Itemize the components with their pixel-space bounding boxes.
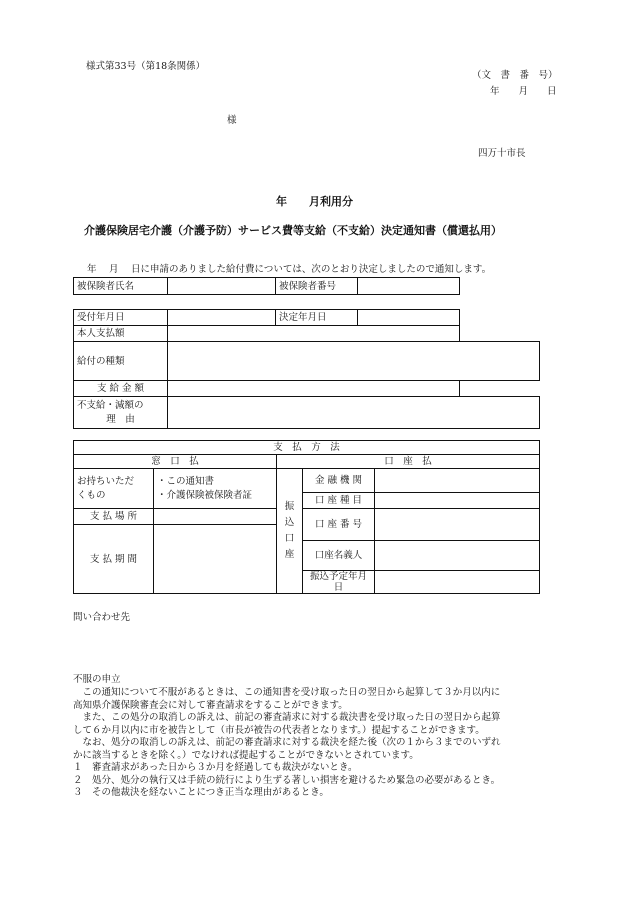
appeal-line: ２ 処分、処分の執行又は手続の続行により生ずる著しい損害を避けるため緊急の必要があるとき。 bbox=[73, 774, 501, 786]
insured-name-label: 被保険者氏名 bbox=[74, 278, 168, 295]
decision-date-value bbox=[358, 310, 460, 326]
payment-amount-label: 支 給 金 額 bbox=[74, 381, 168, 397]
non-payment-reason-label: 不支給・減額の 理 由 bbox=[74, 397, 168, 429]
payment-method-heading: 支 払 方 法 bbox=[74, 441, 540, 455]
self-payment-label: 本人支払額 bbox=[74, 326, 168, 342]
account-type-value bbox=[375, 493, 540, 509]
appeal-line: かに該当するときを除く。）でなければ提起することができないとされています。 bbox=[73, 749, 419, 761]
insured-number-value bbox=[358, 278, 460, 295]
payment-period-label: 支 払 期 間 bbox=[74, 525, 154, 594]
appeal-heading: 不服の申立 bbox=[73, 674, 121, 685]
payment-amount-value bbox=[168, 381, 460, 397]
account-number-value bbox=[375, 509, 540, 541]
payment-place-value bbox=[154, 509, 277, 525]
counter-payment-heading: 窓 口 払 bbox=[74, 455, 277, 469]
bring-items-list: ・この通知書 ・介護保険被保険者証 bbox=[154, 469, 277, 509]
recipient-suffix: 様 bbox=[227, 115, 237, 126]
benefit-type-label: 給付の種類 bbox=[74, 342, 168, 381]
usage-period: 年 月利用分 bbox=[276, 195, 353, 208]
appeal-line: ３ その他裁決を経ないことにつき正当な理由があるとき。 bbox=[73, 787, 329, 798]
account-holder-value bbox=[375, 541, 540, 571]
bring-items-label: お持ちいただ くもの bbox=[74, 469, 154, 509]
issue-date: 年 月 日 bbox=[490, 86, 557, 97]
document-title: 介護保険居宅介護（介護予防）サービス費等支給（不支給）決定通知書（償還払用） bbox=[84, 224, 502, 237]
payment-period-value bbox=[154, 525, 277, 594]
benefit-type-value bbox=[168, 342, 540, 381]
benefit-table bbox=[73, 309, 540, 429]
received-date-value bbox=[168, 310, 276, 326]
insured-name-value bbox=[168, 278, 276, 295]
payment-method-table bbox=[73, 440, 540, 594]
account-payment-heading: 口 座 払 bbox=[277, 455, 540, 469]
account-holder-label: 口座名義人 bbox=[303, 541, 375, 571]
appeal-line: なお、処分の取消しの訴えは、前記の審査請求に対する裁決を経た後（次の１から３までのいずれ bbox=[73, 737, 501, 748]
appeal-line: して６か月以内に市を被告として（市長が被告の代表者となります。）提起することができます。 bbox=[73, 724, 485, 736]
appeal-line: １ 審査請求があった日から３か月を経過しても裁決がないとき。 bbox=[73, 762, 358, 773]
document-number: （文 書 番 号） bbox=[472, 70, 558, 81]
form-number: 様式第33号（第18条関係） bbox=[86, 61, 206, 72]
transfer-account-label: 振 込 口 座 bbox=[277, 469, 303, 594]
non-payment-reason-value bbox=[168, 397, 540, 429]
bank-value bbox=[375, 469, 540, 493]
issuer-name: 四万十市長 bbox=[478, 148, 526, 159]
account-type-label: 口 座 種 目 bbox=[303, 493, 375, 509]
appeal-line: 高知県介護保険審査会に対して審査請求をすることができます。 bbox=[73, 699, 348, 711]
insured-number-label: 被保険者番号 bbox=[276, 278, 358, 295]
insured-table bbox=[73, 277, 460, 295]
received-date-label: 受付年月日 bbox=[74, 310, 168, 326]
bank-label: 金 融 機 関 bbox=[303, 469, 375, 493]
self-payment-value bbox=[168, 326, 460, 342]
transfer-date-label: 振込予定年月日 bbox=[303, 571, 375, 594]
appeal-line: また、この処分の取消しの訴えは、前記の審査請求に対する裁決書を受け取った日の翌日から起算 bbox=[73, 712, 501, 723]
contact-label: 問い合わせ先 bbox=[73, 612, 131, 623]
payment-place-label: 支 払 場 所 bbox=[74, 509, 154, 525]
account-number-label: 口 座 番 号 bbox=[303, 509, 375, 541]
appeal-line: この通知について不服があるときは、この通知書を受け取った日の翌日から起算して３か月以内に bbox=[73, 687, 501, 698]
decision-date-label: 決定年月日 bbox=[276, 310, 358, 326]
transfer-date-value bbox=[375, 571, 540, 594]
intro-text: 年 月 日に申請のありました給付費については、次のとおり決定しましたので通知します。 bbox=[87, 264, 492, 275]
appeal-text bbox=[73, 687, 501, 800]
